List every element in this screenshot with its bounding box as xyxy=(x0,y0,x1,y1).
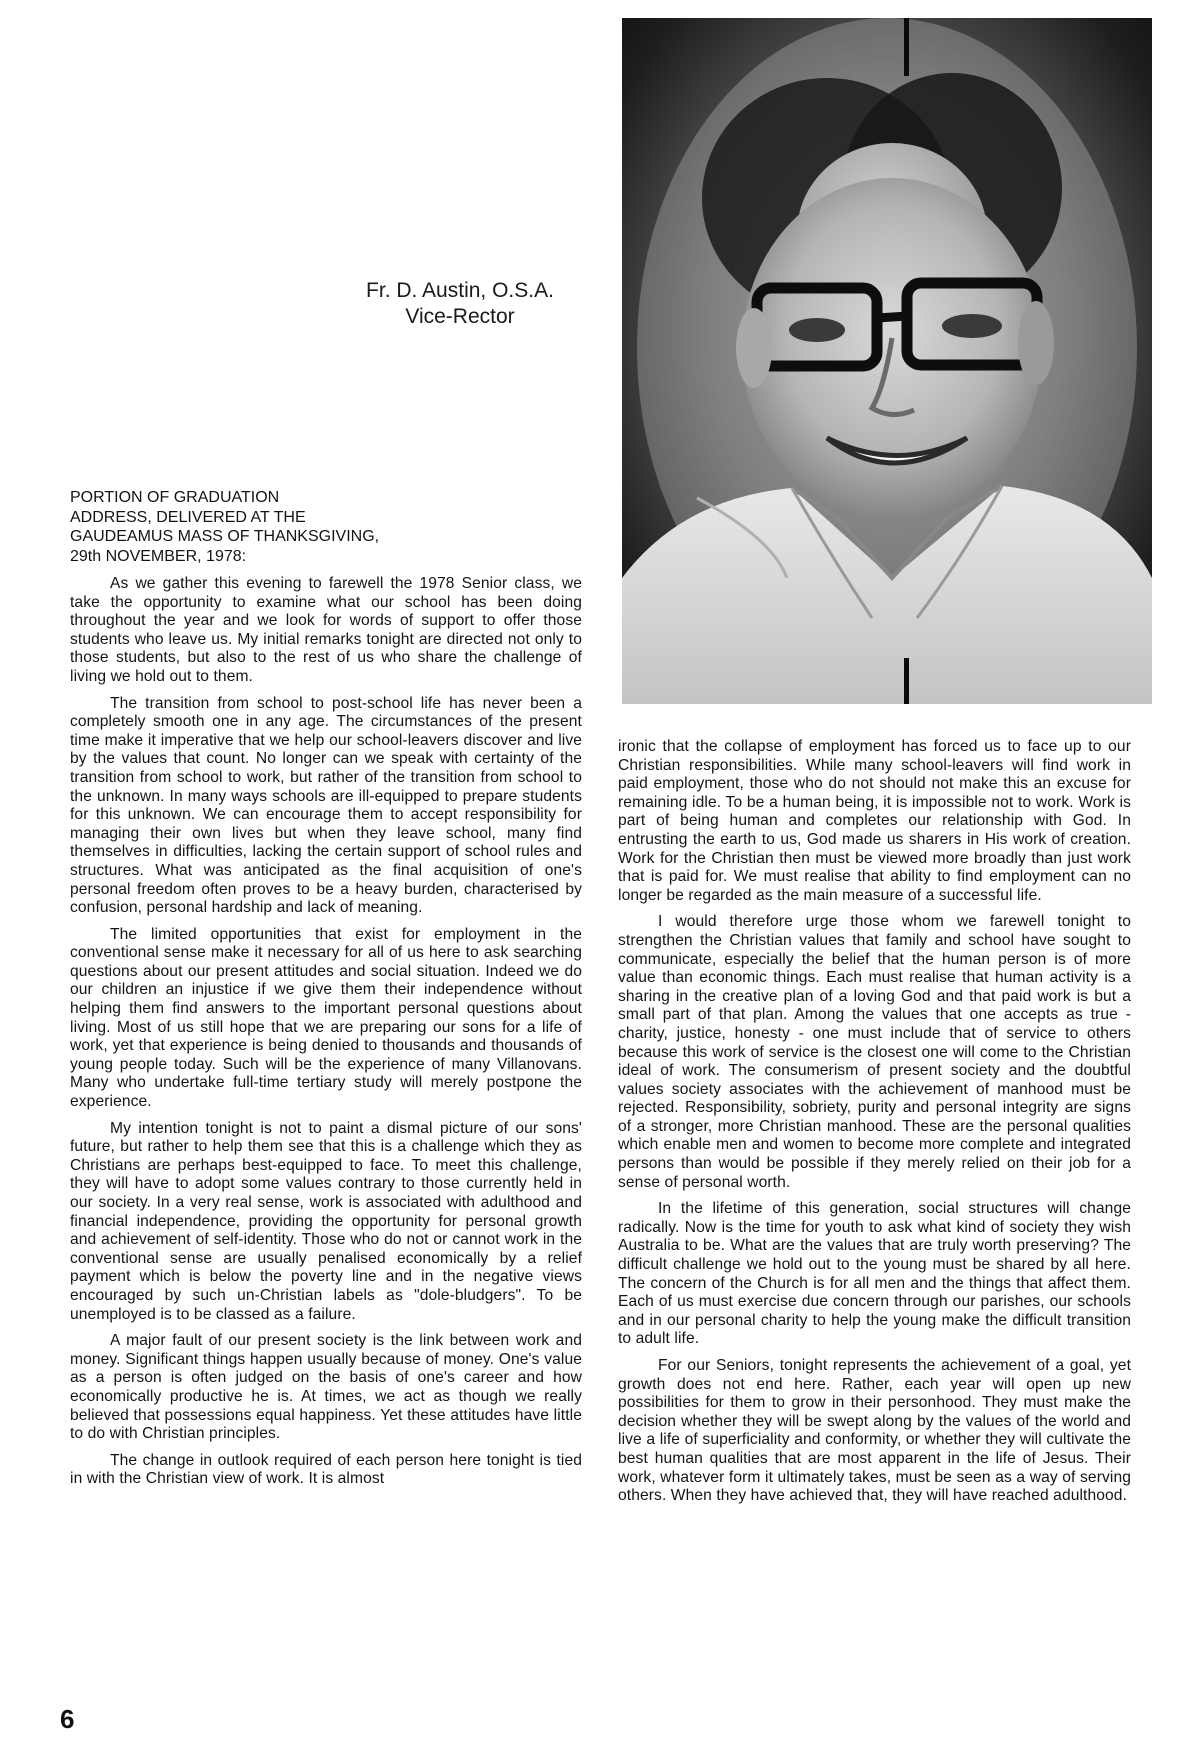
author-name: Fr. D. Austin, O.S.A. xyxy=(366,279,554,302)
author-role: Vice-Rector xyxy=(405,305,515,328)
paragraph: ironic that the collapse of employment has forced us to face up to our Christian responsibilities. While many school-leavers will find work in paid employment, those who do not should not make this an excuse for remaining idle. To be a human being, it is impossible not to work. Work is part of being human and completes our relationship with God. In entrusting the earth to us, God made us sharers in His work of creation. Work for the Christian then must be viewed more broadly than just work that is paid for. We must realise that ability to find employment can no longer be regarded as the main measure of a successful life. xyxy=(618,738,1131,904)
portrait-illustration xyxy=(622,18,1152,704)
left-column xyxy=(70,575,582,1489)
address-heading xyxy=(70,488,582,566)
paragraph: As we gather this evening to farewell the 1978 Senior class, we take the opportunity to examine what our school has been doing throughout the year and we look for words of support to offer those students who leave us. My initial remarks tonight are directed not only to those students, but also to the rest of us who share the challenge of living we hold out to them. xyxy=(70,575,582,685)
right-column xyxy=(618,738,1131,1506)
paragraph: My intention tonight is not to paint a dismal picture of our sons' future, but rather to help them see that this is a challenge which they as Christians are perhaps best-equipped to face. To meet this challenge, they will have to adopt some values contrary to those currently held in our society. In a very real sense, work is associated with adulthood and financial independence, providing the opportunity for personal growth and achievement of self-identity. Those who do not or cannot work in the conventional sense are usually penalised economically by a relief payment which is below the poverty line and in the negative views encouraged by such un-Christian labels as "dole-bludgers". To be unemployed is to be classed as a failure. xyxy=(70,1119,582,1323)
paragraph: The transition from school to post-school life has never been a completely smooth one in any age. The circumstances of the present time make it imperative that we help our school-leavers discover and live by the values that count. No longer can we speak with certainty of the transition from school to work, but rather of the transition from school to the unknown. In many ways schools are ill-equipped to prepare students for this unknown. We can encourage them to accept responsibility for managing their own lives but when they leave school, many find themselves in difficulties, lacking the certain support of school rules and structures. What was anticipated as the final acquisition of one's personal freedom often proves to be a heavy burden, characterised by confusion, personal hardship and lack of meaning. xyxy=(70,694,582,917)
paragraph: In the lifetime of this generation, social structures will change radically. Now is the time for youth to ask what kind of society they wish Australia to be. What are the values that are truly worth preserving? The difficult challenge we hold out to the young must be shared by all here. The concern of the Church is for all men and the things that affect them. Each of us must exercise due concern through our parishes, our schools and in our personal charity to help the young make the difficult transition to adult life. xyxy=(618,1200,1131,1348)
heading-line: PORTION OF GRADUATION xyxy=(70,489,280,506)
heading-line: 29th NOVEMBER, 1978: xyxy=(70,547,247,565)
paragraph: The limited opportunities that exist for employment in the conventional sense make it necessary for all of us here to ask searching questions about our present attitudes and social situation. Indeed we do our children an injustice if we give them their independence without helping them find answers to the important personal questions about living. Most of us still hope that we are preparing our sons for a life of work, yet that experience is being denied to thousands and thousands of young people today. Such will be the experience of many Villanovans. Many who undertake full-time tertiary study will merely postpone the experience. xyxy=(70,925,582,1111)
page-number: 6 xyxy=(60,1704,75,1734)
byline xyxy=(340,278,580,330)
paragraph: The change in outlook required of each person here tonight is tied in with the Christian view of work. It is almost xyxy=(70,1451,582,1488)
paragraph: For our Seniors, tonight represents the achievement of a goal, yet growth does not end here. Rather, each year will open up new possibilities for them to grow in their personhood. They must make the decision whether they will be swept along by the values of the world and live a life of superficiality and conformity, or whether they will cultivate the best human qualities that are most apparent in the life of Jesus. Their work, whatever form it ultimately takes, must be seen as a way of serving others. When they have achieved that, they will have reached adulthood. xyxy=(618,1357,1131,1505)
paragraph: A major fault of our present society is the link between work and money. Significant things happen usually because of money. One's value as a person is often judged on the basis of one's career and how economically productive he is. At times, we act as though we really believed that possessions equal happiness. Yet these attitudes have little to do with Christian principles. xyxy=(70,1332,582,1443)
paragraph: I would therefore urge those whom we farewell tonight to strengthen the Christian values that family and school have sought to communicate, especially the belief that the human person is of more value than economic things. Each must realise that human activity is a sharing in the creative plan of a loving God and that paid work is but a small part of that plan. Among the values that one accepts as true - charity, justice, honesty - one must include that of service to others because this work of service is the closest one will come to the Christian ideal of work. The consumerism of present society and the doubtful values society associates with the achievement of manhood must be rejected. Responsibility, sobriety, purity and personal integrity are signs of a stronger, more Christian manhood. These are the personal qualities which enable men and women to become more complete and integrated persons than would be possible if they merely relied on their job for a sense of personal worth. xyxy=(618,913,1131,1191)
heading-line: ADDRESS, DELIVERED AT THE xyxy=(70,508,306,526)
heading-line: GAUDEAMUS MASS OF THANKSGIVING, xyxy=(70,528,380,545)
portrait-photo xyxy=(622,18,1152,704)
